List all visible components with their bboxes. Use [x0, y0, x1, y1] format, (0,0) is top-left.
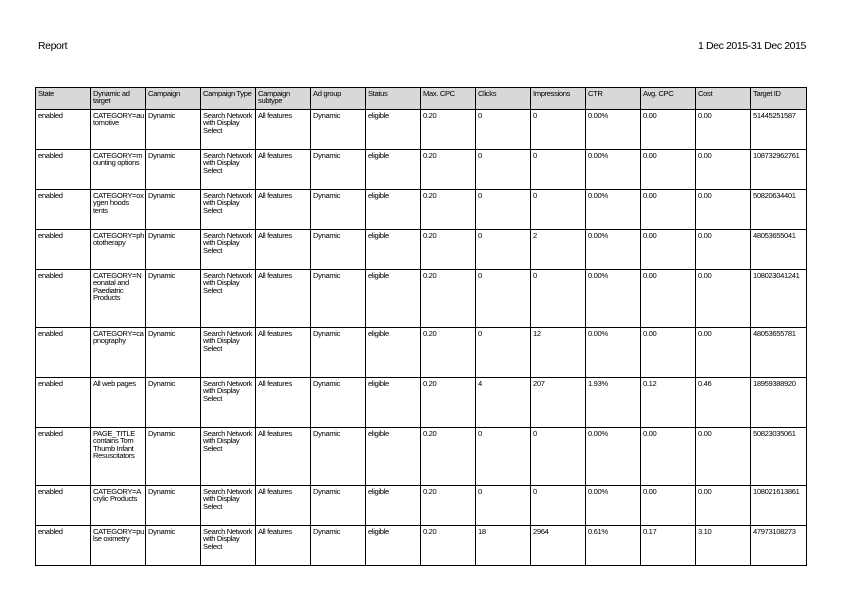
table-cell: Dynamic [311, 270, 366, 328]
table-cell: 0 [476, 190, 531, 230]
column-header: Campaign [146, 88, 201, 110]
table-cell: eligible [366, 378, 421, 428]
table-cell: 0.20 [421, 150, 476, 190]
table-cell: 0.20 [421, 328, 476, 378]
table-cell: 0.00 [696, 230, 751, 270]
table-cell: 0.00% [586, 150, 641, 190]
table-cell: 47973108273 [751, 526, 807, 566]
table-cell: Dynamic [311, 486, 366, 526]
table-cell: 0.00 [641, 486, 696, 526]
table-row [36, 486, 807, 526]
table-cell: 50823035061 [751, 428, 807, 486]
table-cell: 0.00 [696, 190, 751, 230]
table-cell: eligible [366, 190, 421, 230]
table-cell: Dynamic [146, 110, 201, 150]
report-date-range: 1 Dec 2015-31 Dec 2015 [698, 40, 806, 52]
column-header: Cost [696, 88, 751, 110]
table-cell: 0 [476, 110, 531, 150]
column-header: CTR [586, 88, 641, 110]
table-cell: 2 [531, 230, 586, 270]
table-cell: 0.00 [641, 150, 696, 190]
table-cell: 0 [476, 230, 531, 270]
table-cell: eligible [366, 328, 421, 378]
table-cell: 0.00% [586, 190, 641, 230]
table-cell: 0.20 [421, 270, 476, 328]
column-header: Impressions [531, 88, 586, 110]
table-cell: CATEGORY=capnography [91, 328, 146, 378]
table-cell: CATEGORY=phototherapy [91, 230, 146, 270]
table-cell: Dynamic [146, 428, 201, 486]
table-row [36, 110, 807, 150]
table-cell: 51445251587 [751, 110, 807, 150]
table-cell: Dynamic [146, 190, 201, 230]
table-cell: 0 [476, 428, 531, 486]
table-cell: 0 [531, 428, 586, 486]
table-cell: 0.00 [641, 428, 696, 486]
table-cell: CATEGORY=automotive [91, 110, 146, 150]
table-cell: enabled [36, 428, 91, 486]
table-cell: 18959388920 [751, 378, 807, 428]
table-cell: Dynamic [146, 328, 201, 378]
table-cell: 0.00 [641, 110, 696, 150]
table-cell: 108732962761 [751, 150, 807, 190]
table-cell: Dynamic [146, 270, 201, 328]
table-cell: CATEGORY=pulse oximetry [91, 526, 146, 566]
table-row [36, 328, 807, 378]
table-cell: 0 [531, 110, 586, 150]
table-cell: enabled [36, 150, 91, 190]
table-cell: 0 [531, 486, 586, 526]
table-cell: eligible [366, 230, 421, 270]
table-cell: Dynamic [311, 110, 366, 150]
table-row [36, 526, 807, 566]
table-cell: 3.10 [696, 526, 751, 566]
table-cell: eligible [366, 486, 421, 526]
table-cell: 0.20 [421, 378, 476, 428]
column-header: Dynamic ad target [91, 88, 146, 110]
column-header: State [36, 88, 91, 110]
report-title: Report [38, 40, 68, 52]
table-cell: Dynamic [311, 378, 366, 428]
table-cell: eligible [366, 526, 421, 566]
table-cell: enabled [36, 270, 91, 328]
table-cell: 0.00% [586, 328, 641, 378]
table-cell: Search Network with Display Select [201, 270, 256, 328]
table-cell: 0.00 [641, 270, 696, 328]
column-header: Max. CPC [421, 88, 476, 110]
table-cell: 0.00 [696, 150, 751, 190]
table-cell: All features [256, 378, 311, 428]
table-cell: 18 [476, 526, 531, 566]
table-cell: enabled [36, 486, 91, 526]
table-cell: 0.20 [421, 486, 476, 526]
table-cell: Search Network with Display Select [201, 526, 256, 566]
table-cell: 0.20 [421, 428, 476, 486]
table-cell: All features [256, 190, 311, 230]
table-cell: 0.17 [641, 526, 696, 566]
column-header: Ad group [311, 88, 366, 110]
table-row [36, 378, 807, 428]
table-cell: CATEGORY=oxygen hoods tents [91, 190, 146, 230]
table-cell: enabled [36, 526, 91, 566]
table-cell: Dynamic [146, 150, 201, 190]
table-cell: enabled [36, 190, 91, 230]
table-cell: 0.00 [641, 328, 696, 378]
table-cell: Dynamic [146, 230, 201, 270]
table-cell: PAGE_TITLE contains Tom Thumb Infant Resuscitators [91, 428, 146, 486]
table-cell: 0 [476, 486, 531, 526]
table-cell: 0.46 [696, 378, 751, 428]
report-table [35, 87, 807, 566]
table-cell: 0.00 [641, 190, 696, 230]
table-cell: 50820634401 [751, 190, 807, 230]
table-cell: enabled [36, 328, 91, 378]
table-cell: 0 [476, 150, 531, 190]
table-cell: All features [256, 428, 311, 486]
table-cell: 0.61% [586, 526, 641, 566]
table-cell: 4 [476, 378, 531, 428]
table-row [36, 428, 807, 486]
table-cell: 0.00% [586, 270, 641, 328]
table-cell: 108021613861 [751, 486, 807, 526]
table-cell: 0.00% [586, 230, 641, 270]
table-cell: All features [256, 110, 311, 150]
table-cell: enabled [36, 110, 91, 150]
header-row [36, 88, 807, 110]
table-cell: 0.20 [421, 526, 476, 566]
table-row [36, 270, 807, 328]
table-cell: Dynamic [146, 378, 201, 428]
table-cell: 0.00 [696, 110, 751, 150]
table-cell: 0.00 [696, 328, 751, 378]
table-cell: eligible [366, 110, 421, 150]
column-header: Campaign subtype [256, 88, 311, 110]
table-cell: All web pages [91, 378, 146, 428]
table-cell: Dynamic [311, 190, 366, 230]
table-cell: 0 [531, 190, 586, 230]
table-cell: Search Network with Display Select [201, 110, 256, 150]
table-cell: 0 [531, 270, 586, 328]
table-cell: 0.20 [421, 230, 476, 270]
table-cell: 2964 [531, 526, 586, 566]
table-cell: 0 [531, 150, 586, 190]
table-row [36, 190, 807, 230]
table-cell: All features [256, 328, 311, 378]
table-cell: Search Network with Display Select [201, 378, 256, 428]
table-cell: 0.00 [641, 230, 696, 270]
table-cell: 0.00% [586, 428, 641, 486]
table-row [36, 230, 807, 270]
table-cell: 0.12 [641, 378, 696, 428]
table-row [36, 150, 807, 190]
table-cell: 0.20 [421, 110, 476, 150]
table-cell: eligible [366, 270, 421, 328]
table-cell: All features [256, 270, 311, 328]
table-cell: All features [256, 486, 311, 526]
table-cell: eligible [366, 428, 421, 486]
table-cell: All features [256, 230, 311, 270]
table-cell: 0.00 [696, 486, 751, 526]
table-cell: Search Network with Display Select [201, 428, 256, 486]
table-cell: CATEGORY=Acrylic Products [91, 486, 146, 526]
column-header: Clicks [476, 88, 531, 110]
table-cell: Dynamic [311, 428, 366, 486]
table-cell: enabled [36, 378, 91, 428]
table-cell: Dynamic [146, 526, 201, 566]
table-cell: enabled [36, 230, 91, 270]
table-cell: 108023041241 [751, 270, 807, 328]
column-header: Avg. CPC [641, 88, 696, 110]
table-cell: 0.00 [696, 428, 751, 486]
table-cell: 0.20 [421, 190, 476, 230]
table-cell: eligible [366, 150, 421, 190]
table-cell: 0.00% [586, 110, 641, 150]
table-cell: Dynamic [146, 486, 201, 526]
table-cell: Dynamic [311, 230, 366, 270]
table-cell: Search Network with Display Select [201, 230, 256, 270]
table-cell: Search Network with Display Select [201, 486, 256, 526]
table-cell: Dynamic [311, 150, 366, 190]
table-cell: 48053655041 [751, 230, 807, 270]
table-cell: 12 [531, 328, 586, 378]
table-cell: Dynamic [311, 328, 366, 378]
table-cell: 207 [531, 378, 586, 428]
column-header: Status [366, 88, 421, 110]
table-cell: 0 [476, 328, 531, 378]
column-header: Campaign Type [201, 88, 256, 110]
table-cell: CATEGORY=Neonatal and Paediatric Products [91, 270, 146, 328]
table-cell: 0.00 [696, 270, 751, 328]
table-cell: All features [256, 150, 311, 190]
table-cell: All features [256, 526, 311, 566]
table-cell: Search Network with Display Select [201, 328, 256, 378]
table-cell: CATEGORY=mounting options [91, 150, 146, 190]
column-header: Target ID [751, 88, 807, 110]
table-cell: Search Network with Display Select [201, 190, 256, 230]
table-cell: 1.93% [586, 378, 641, 428]
table-cell: Dynamic [311, 526, 366, 566]
table-cell: 48053655781 [751, 328, 807, 378]
table-cell: 0 [476, 270, 531, 328]
table-cell: Search Network with Display Select [201, 150, 256, 190]
table-cell: 0.00% [586, 486, 641, 526]
